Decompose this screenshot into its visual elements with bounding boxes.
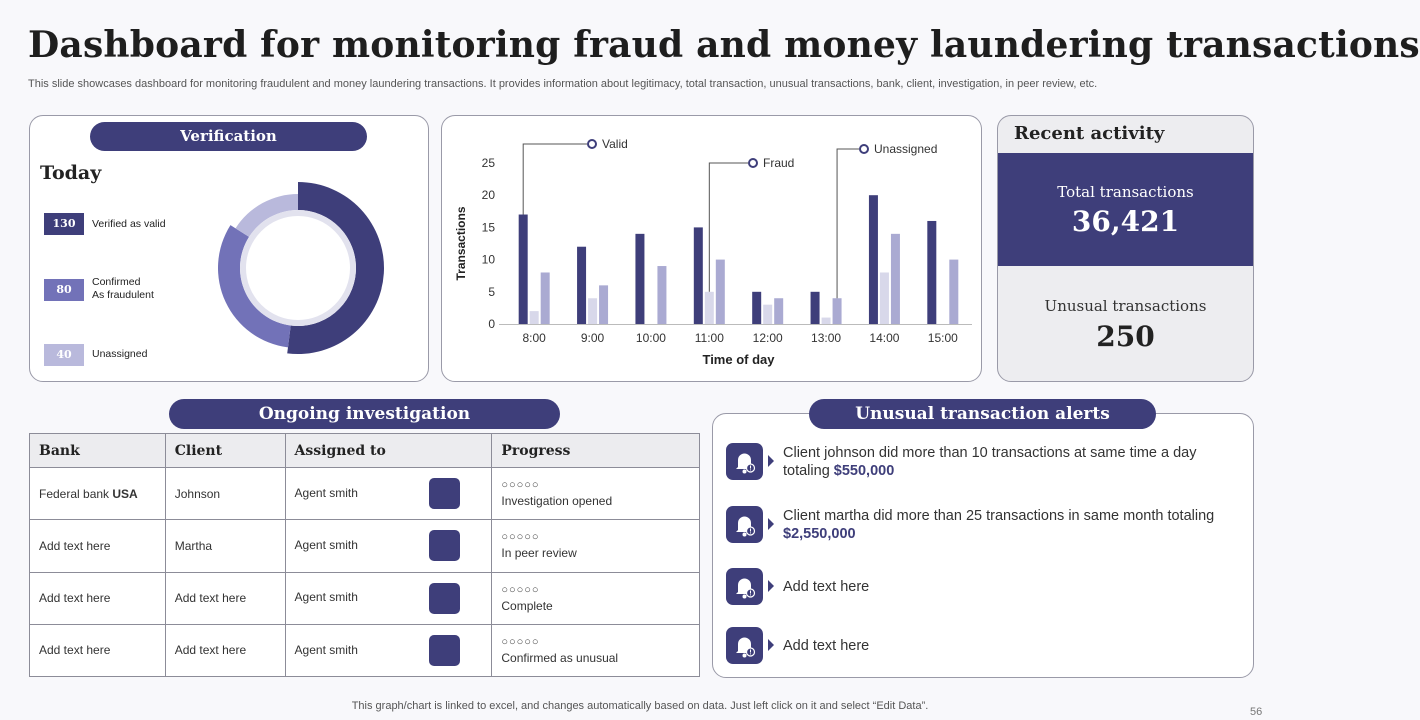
x-tick-label: 10:00 — [635, 331, 666, 345]
assigned-name: Agent smith — [294, 642, 358, 657]
agent-marker — [429, 530, 460, 561]
table-header-row — [30, 434, 700, 468]
bank-cell — [30, 572, 166, 624]
bar-fraud-13:00 — [822, 318, 831, 324]
table-row — [30, 468, 700, 520]
bar-valid-14:00 — [869, 195, 878, 324]
alert-text: Client johnson did more than 10 transactions at same time a day totaling — [783, 445, 1197, 479]
bar-valid-13:00 — [811, 292, 820, 324]
bank-cell — [30, 468, 166, 520]
x-tick-label: 11:00 — [694, 331, 724, 345]
y-tick-label: 15 — [481, 220, 495, 235]
bar-unassigned-12:00 — [774, 298, 783, 324]
progress-status: Investigation opened — [501, 494, 613, 509]
legend-marker-unassigned — [860, 145, 868, 153]
bell-alert-icon — [726, 506, 763, 543]
y-tick-label: 25 — [481, 156, 495, 170]
y-tick-label: 0 — [488, 317, 495, 331]
bank-name: Add text here — [39, 643, 111, 658]
unassigned-count-badge: 40 — [44, 344, 84, 366]
page-subtitle: This slide showcases dashboard for monitoring fraudulent and money laundering transactions. It provides information about legitimacy, total transaction, unusual transactions, bank, client, investigation, in peer review, etc. — [28, 78, 1098, 90]
y-axis-label: Transactions — [454, 206, 468, 281]
x-tick-label: 8:00 — [522, 331, 546, 345]
progress-status: In peer review — [501, 546, 577, 561]
bank-name: Federal bank — [39, 486, 113, 501]
legend-leader-valid — [523, 144, 587, 215]
bar-fraud-14:00 — [880, 272, 889, 324]
bar-unassigned-11:00 — [716, 260, 725, 324]
client-cell: Johnson — [165, 468, 285, 520]
x-tick-label: 9:00 — [580, 331, 605, 345]
alert-text: Add text here — [783, 579, 870, 595]
progress-status: Confirmed as unusual — [501, 650, 619, 665]
bar-valid-9:00 — [577, 247, 586, 324]
bar-valid-12:00 — [752, 292, 761, 324]
assigned-name: Agent smith — [294, 590, 358, 605]
alert-text: Add text here — [783, 638, 870, 654]
verification-donut-chart — [210, 180, 386, 356]
investigation-heading: Ongoing investigation — [169, 399, 560, 429]
bar-unassigned-15:00 — [949, 260, 958, 324]
y-tick-label: 5 — [488, 284, 495, 299]
y-tick-label: 10 — [481, 252, 495, 267]
alert-message — [783, 444, 1223, 480]
assigned-cell — [285, 520, 492, 572]
legend-label-valid: Valid — [602, 137, 628, 151]
progress-dots: ○○○○○ — [501, 583, 540, 596]
table-row — [30, 520, 700, 572]
alert-text: Client martha did more than 25 transactions in same month totaling — [783, 508, 1215, 524]
progress-cell — [492, 624, 700, 676]
total-transactions-label: Total transactions — [1057, 183, 1194, 201]
agent-marker — [429, 583, 460, 614]
alert-pointer — [768, 518, 774, 530]
alert-pointer — [768, 455, 774, 467]
legend-label-unassigned: Unassigned — [874, 142, 938, 156]
table-row — [30, 572, 700, 624]
bar-fraud-9:00 — [588, 298, 597, 324]
today-label: Today — [40, 162, 102, 184]
legend-leader-fraud — [709, 163, 748, 292]
bar-valid-15:00 — [927, 221, 936, 324]
legend-marker-valid — [588, 140, 596, 148]
x-tick-label: 12:00 — [752, 331, 783, 345]
bar-unassigned-8:00 — [541, 272, 550, 324]
assigned-name: Agent smith — [294, 538, 358, 553]
bank-name: Add text here — [39, 591, 111, 606]
x-axis-label: Time of day — [702, 352, 775, 367]
investigation-table — [29, 433, 700, 677]
progress-cell — [492, 572, 700, 624]
agent-marker — [429, 478, 460, 509]
progress-dots: ○○○○○ — [501, 635, 540, 648]
fraudulent-label: Confirmed As fraudulent — [92, 276, 154, 301]
alerts-heading: Unusual transaction alerts — [809, 399, 1156, 429]
donut-center — [249, 219, 347, 317]
unusual-transactions-label: Unusual transactions — [1044, 297, 1207, 315]
transactions-bar-chart — [441, 115, 982, 382]
column-header-assigned: Assigned to — [285, 434, 492, 468]
legend-marker-fraud — [749, 159, 757, 167]
x-tick-label: 13:00 — [811, 331, 842, 345]
bar-fraud-8:00 — [530, 311, 539, 324]
verified-count-badge: 130 — [44, 213, 84, 235]
page-number: 56 — [1250, 706, 1263, 718]
bar-unassigned-13:00 — [833, 298, 842, 324]
verified-label: Verified as valid — [92, 218, 166, 230]
bell-alert-icon — [726, 443, 763, 480]
agent-marker — [429, 635, 460, 666]
alert-message — [783, 637, 1223, 655]
alert-amount: $550,000 — [833, 463, 895, 479]
bell-alert-icon — [726, 568, 763, 605]
footer-note: This graph/chart is linked to excel, and changes automatically based on data. Just left click on it and select “Edit Data”. — [351, 700, 929, 712]
bar-valid-10:00 — [635, 234, 644, 324]
bell-alert-icon — [726, 627, 763, 664]
client-cell: Martha — [165, 520, 285, 572]
x-tick-label: 15:00 — [927, 331, 958, 345]
alert-amount: $2,550,000 — [783, 526, 856, 542]
alert-pointer — [768, 580, 774, 592]
progress-cell — [492, 520, 700, 572]
progress-dots: ○○○○○ — [501, 531, 540, 544]
unusual-transactions-value: 250 — [1096, 320, 1155, 353]
progress-cell — [492, 468, 700, 520]
bar-unassigned-10:00 — [657, 266, 666, 324]
verification-heading: Verification — [90, 122, 367, 151]
bank-cell — [30, 624, 166, 676]
bank-country: USA — [112, 486, 138, 501]
client-cell: Add text here — [165, 572, 285, 624]
bar-fraud-11:00 — [705, 292, 714, 324]
bar-valid-11:00 — [694, 227, 703, 324]
assigned-cell — [285, 572, 492, 624]
table-row — [30, 624, 700, 676]
bar-fraud-12:00 — [763, 305, 772, 324]
y-tick-label: 20 — [481, 188, 495, 203]
page-title: Dashboard for monitoring fraud and money laundering transactions — [28, 24, 1420, 66]
bar-unassigned-9:00 — [599, 285, 608, 324]
total-transactions-value: 36,421 — [1071, 205, 1180, 238]
alert-message — [783, 578, 1223, 596]
legend-leader-unassigned — [837, 149, 859, 298]
assigned-name: Agent smith — [294, 485, 358, 500]
column-header-client: Client — [165, 434, 285, 468]
unassigned-label: Unassigned — [92, 348, 148, 360]
recent-activity-title: Recent activity — [1014, 123, 1165, 144]
alert-message — [783, 507, 1223, 543]
bar-unassigned-14:00 — [891, 234, 900, 324]
legend-label-fraud: Fraud — [763, 156, 795, 170]
x-tick-label: 14:00 — [869, 331, 900, 345]
client-cell: Add text here — [165, 624, 285, 676]
assigned-cell — [285, 624, 492, 676]
assigned-cell — [285, 468, 492, 520]
bar-valid-8:00 — [519, 215, 528, 324]
bank-cell — [30, 520, 166, 572]
column-header-bank: Bank — [30, 434, 166, 468]
progress-status: Complete — [501, 598, 553, 613]
bank-name: Add text here — [39, 538, 111, 553]
column-header-progress: Progress — [492, 434, 700, 468]
fraudulent-count-badge: 80 — [44, 279, 84, 301]
alert-pointer — [768, 639, 774, 651]
progress-dots: ○○○○○ — [501, 479, 540, 492]
